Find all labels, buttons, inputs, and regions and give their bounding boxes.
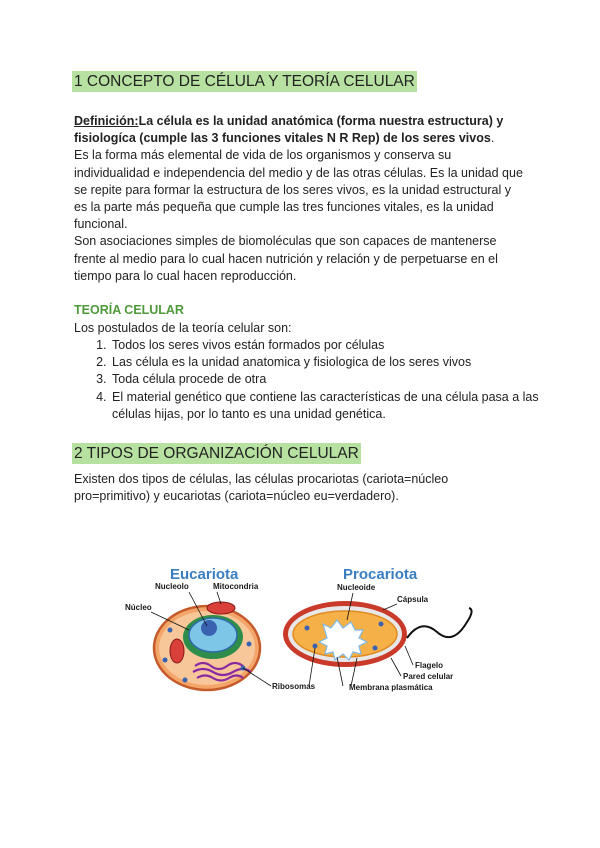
list-item: 2. Las célula es la unidad anatomica y fisiologica de los seres vivos <box>110 354 566 371</box>
ribosome-dot <box>183 678 188 683</box>
label-nucleo: Núcleo <box>125 603 152 612</box>
definition-end: . <box>490 131 495 146</box>
eukaryote-nucleolus <box>201 620 217 636</box>
paragraph-1: Es la forma más elemental de vida de los organismos y conserva su individualidad e independencia del medio y de las otras células. Es la unidad que se repite para formar la estructura de los seres vivos, es la unidad estructural y es la parte más pequeña que cumple las tres funciones vitales, es la unidad funcional. <box>74 148 523 232</box>
label-ribosomas: Ribosomas <box>272 682 316 691</box>
definition-text: La célula es la unidad anatómica (forma nuestra estructura) y fisiologíca (cumple las 3 funciones vitales N R Rep) de los seres vivos <box>74 114 504 146</box>
mitochondria-left <box>170 639 184 663</box>
label-mitocondria: Mitocondria <box>213 582 259 591</box>
ribosome-dot <box>373 646 378 651</box>
ribosome-dot <box>247 642 252 647</box>
label-nucleolo: Nucleolo <box>155 582 189 591</box>
section-1-heading: 1 CONCEPTO DE CÉLULA Y TEORÍA CELULAR <box>74 73 415 90</box>
label-flagelo: Flagelo <box>415 661 444 670</box>
flagellum <box>407 608 472 638</box>
prokaryote-title: Procariota <box>343 566 418 583</box>
paragraph-2: Son asociaciones simples de biomoléculas que son capaces de mantenerse frente al medio para lo cual hacen nutrición y relación y de perpetuarse en el tiempo para lo cual hacen reproducción. <box>74 234 498 283</box>
ribosome-dot <box>313 644 318 649</box>
theory-heading: TEORÍA CELULAR <box>74 303 184 317</box>
list-item: 1. Todos los seres vivos están formados por células <box>110 337 566 354</box>
label-membrana: Membrana plasmática <box>349 683 433 692</box>
label-capsula: Cápsula <box>397 595 429 604</box>
leader-line <box>391 658 401 676</box>
theory-intro: Los postulados de la teoría celular son: <box>74 321 292 335</box>
definition-paragraph <box>74 113 526 147</box>
cell-diagram <box>125 558 475 708</box>
ribosome-dot <box>379 622 384 627</box>
section-2-paragraph-block <box>74 471 526 505</box>
list-item: 4. El material genético que contiene las características de una célula pasa a las células hijas, por lo tanto es una unidad genética. <box>110 389 566 423</box>
list-item: 3. Toda célula procede de otra <box>110 371 566 388</box>
ribosome-dot <box>163 658 168 663</box>
ribosome-dot <box>168 628 173 633</box>
cell-diagram-svg <box>125 558 475 708</box>
definition-block <box>74 113 526 285</box>
theory-list <box>74 337 566 423</box>
definition-label: Definición: <box>74 114 139 128</box>
ribosome-dot <box>305 626 310 631</box>
leader-line <box>405 646 413 665</box>
label-nucleoide: Nucleoide <box>337 583 376 592</box>
section-2-paragraph: Existen dos tipos de células, las células procariotas (cariota=núcleo pro=primitivo) y eucariotas (cariota=núcleo eu=verdadero). <box>74 472 449 504</box>
leader-line <box>383 604 397 610</box>
label-pared: Pared celular <box>403 672 454 681</box>
eukaryote-title: Eucariota <box>170 566 239 583</box>
section-2-heading: 2 TIPOS DE ORGANIZACIÓN CELULAR <box>74 445 359 462</box>
